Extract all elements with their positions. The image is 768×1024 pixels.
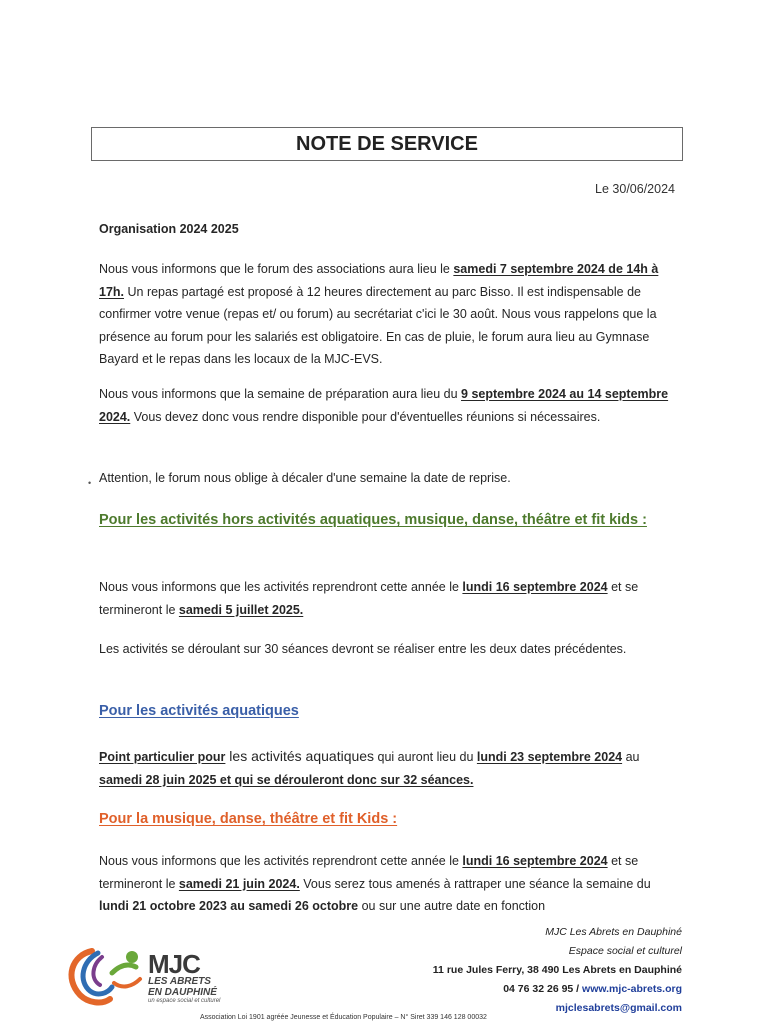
music-paragraph — [99, 850, 684, 918]
aquatic-end-date: samedi 28 juin 2025 et qui se dérouleront donc sur 32 séances. — [99, 772, 474, 787]
document-date: Le 30/06/2024 — [595, 182, 675, 196]
logo-line2: EN DAUPHINÉ — [148, 987, 217, 998]
aquatic-text-2: qui auront lieu du — [374, 750, 477, 764]
logo-line1: LES ABRETS — [148, 976, 211, 987]
section-general-heading-text: Pour les activités hors activités aquatiques, musique, danse, théâtre et fit kids : — [99, 512, 647, 528]
footer-email-link[interactable]: mjclesabrets@gmail.com — [555, 1002, 682, 1014]
prep-text-1: Nous vous informons que la semaine de préparation aura lieu du — [99, 387, 462, 401]
organisation-heading: Organisation 2024 2025 — [99, 222, 239, 236]
attention-paragraph: Attention, le forum nous oblige à décaler d'une semaine la date de reprise. — [99, 471, 511, 485]
general-dates-paragraph — [99, 576, 684, 621]
logo-name: MJC — [148, 949, 200, 979]
music-text-4: ou sur une autre date en fonction — [358, 899, 546, 913]
section-aquatic-heading: Pour les activités aquatiques — [99, 703, 299, 719]
music-text-3: Vous serez tous amenés à rattraper une séance la semaine du — [299, 876, 651, 891]
aquatic-lead: Point particulier pour — [99, 750, 226, 764]
section-music-heading: Pour la musique, danse, théâtre et fit Kids : — [99, 811, 398, 827]
footer-contact — [433, 923, 682, 1018]
general-start-date: lundi 16 septembre 2024 — [462, 580, 608, 594]
aquatic-paragraph — [99, 745, 684, 791]
music-end-date: samedi 21 juin 2024. — [178, 876, 300, 891]
bullet-dot: • — [88, 478, 92, 488]
aquatic-text-1: les activités aquatiques — [225, 748, 375, 764]
forum-paragraph — [99, 258, 684, 371]
music-text-2: et se termineront le — [99, 854, 639, 891]
logo-tagline: un espace social et culturel — [148, 998, 221, 1004]
forum-text-1: Nous vous informons que le forum des associations aura lieu le — [99, 262, 454, 276]
general-text-1: Nous vous informons que les activités reprendront cette année le — [99, 580, 463, 594]
prep-text-2: Vous devez donc vous rendre disponible pour d'éventuelles réunions si nécessaires. — [130, 409, 601, 424]
sessions-paragraph: Les activités se déroulant sur 30 séances devront se réaliser entre les deux dates précédentes. — [99, 642, 627, 656]
general-text-2: et se termineront le — [99, 580, 639, 617]
logo-wordmark — [148, 949, 221, 1004]
preparation-paragraph — [99, 383, 684, 428]
footer-website-link[interactable]: www.mjc-abrets.org — [582, 983, 682, 995]
music-start-date: lundi 16 septembre 2024 — [462, 854, 608, 868]
footer-legal: Association Loi 1901 agréée Jeunesse et Éducation Populaire – N° Siret 339 146 128 00032 — [200, 1014, 487, 1021]
footer-address: 11 rue Jules Ferry, 38 490 Les Abrets en Dauphiné — [432, 964, 682, 976]
prep-date: 9 septembre 2024 au 14 septembre 2024. — [99, 387, 669, 424]
aquatic-text-3: au — [622, 750, 640, 764]
forum-date: samedi 7 septembre 2024 de 14h à 17h. — [99, 262, 659, 299]
footer-phone: 04 76 32 26 95 / — [503, 983, 583, 995]
general-end-date: samedi 5 juillet 2025. — [178, 602, 304, 617]
footer-desc: Espace social et culturel — [568, 945, 682, 957]
music-catchup-dates: lundi 21 octobre 2023 au samedi 26 octobre — [99, 899, 359, 913]
footer-phone-web — [433, 980, 682, 999]
page-title: NOTE DE SERVICE — [91, 127, 683, 161]
forum-text-2: Un repas partagé est proposé à 12 heures directement au parc Bisso. Il est indispensable de confirmer votre venue (repas et/ ou forum) au secrétariat c'ici le 30 août. Nous vous rappelons que la présence au forum pour les salariés est obligatoire. En cas de pluie, le forum aura lieu au Gymnase Bayard et le repas dans les locaux de la MJC-EVS. — [99, 284, 657, 366]
music-text-1: Nous vous informons que les activités reprendront cette année le — [99, 854, 463, 868]
section-general-heading — [99, 509, 684, 531]
aquatic-start-date: lundi 23 septembre 2024 — [476, 750, 623, 764]
footer-org: MJC Les Abrets en Dauphiné — [545, 926, 682, 938]
mjc-logo-icon — [62, 943, 152, 1013]
